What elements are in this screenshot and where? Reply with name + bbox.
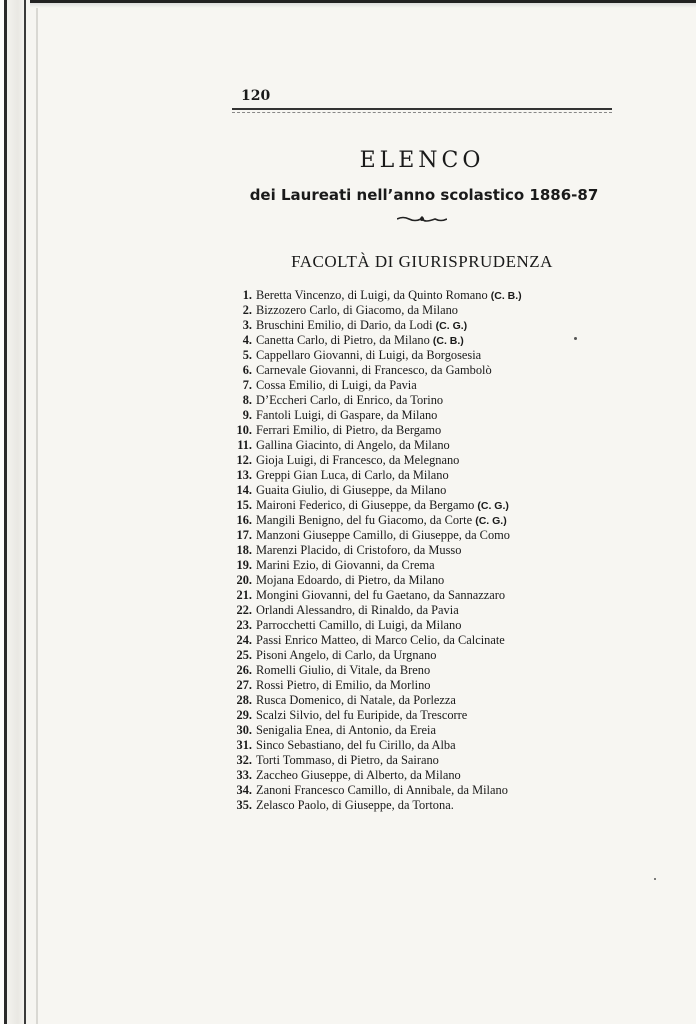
entry-number: 22. <box>236 603 252 617</box>
entry-text: Marini Ezio, di Giovanni, da Crema <box>256 558 435 572</box>
list-item <box>228 738 628 753</box>
entry-text: Gioja Luigi, di Francesco, da Melegnano <box>256 453 460 467</box>
entry-number: 35. <box>236 798 252 812</box>
entry-number: 1. <box>242 288 252 302</box>
list-item <box>228 423 628 438</box>
ornament-divider-icon <box>397 214 447 224</box>
entry-text: Pisoni Angelo, di Carlo, da Urgnano <box>256 648 437 662</box>
entry-number: 8. <box>242 393 252 407</box>
list-item <box>228 498 628 513</box>
entry-number: 16. <box>236 513 252 527</box>
entry-text: Cossa Emilio, di Luigi, da Pavia <box>256 378 417 392</box>
entry-number: 15. <box>236 498 252 512</box>
entry-text: Ferrari Emilio, di Pietro, da Bergamo <box>256 423 442 437</box>
list-item <box>228 483 628 498</box>
entry-text: Mojana Edoardo, di Pietro, da Milano <box>256 573 445 587</box>
entry-text: Zelasco Paolo, di Giuseppe, da Tortona. <box>256 798 454 812</box>
entry-number: 20. <box>236 573 252 587</box>
entry-number: 5. <box>242 348 252 362</box>
entry-text: Cappellaro Giovanni, di Luigi, da Borgosesia <box>256 348 482 362</box>
page-subtitle: dei Laureati nell’anno scolastico 1886-87 <box>249 186 599 204</box>
list-item <box>228 723 628 738</box>
entry-number: 29. <box>236 708 252 722</box>
list-item <box>228 393 628 408</box>
entry-number: 21. <box>236 588 252 602</box>
entry-text: Manzoni Giuseppe Camillo, di Giuseppe, da Como <box>256 528 510 542</box>
entry-text: D’Eccheri Carlo, di Enrico, da Torino <box>256 393 444 407</box>
list-item <box>228 783 628 798</box>
entry-text: Senigalia Enea, di Antonio, da Ereia <box>256 723 436 737</box>
list-item <box>228 678 628 693</box>
entry-number: 34. <box>236 783 252 797</box>
page-top-edge <box>30 0 696 8</box>
entry-text: Torti Tommaso, di Pietro, da Sairano <box>256 753 439 767</box>
list-item <box>228 768 628 783</box>
entry-text: Zanoni Francesco Camillo, di Annibale, da Milano <box>256 783 508 797</box>
faculty-heading: FACOLTÀ DI GIURISPRUDENZA <box>291 252 553 271</box>
entry-number: 33. <box>236 768 252 782</box>
entry-text: Bizzozero Carlo, di Giacomo, da Milano <box>256 303 458 317</box>
list-item <box>228 573 628 588</box>
entry-number: 26. <box>236 663 252 677</box>
list-item <box>228 618 628 633</box>
list-item <box>228 408 628 423</box>
list-item <box>228 513 628 528</box>
entry-text: Passi Enrico Matteo, di Marco Celio, da Calcinate <box>256 633 505 647</box>
list-item <box>228 588 628 603</box>
entry-text: Rossi Pietro, di Emilio, da Morlino <box>256 678 431 692</box>
entry-number: 19. <box>236 558 252 572</box>
list-item <box>228 663 628 678</box>
entry-number: 10. <box>236 423 252 437</box>
entry-text: Rusca Domenico, di Natale, da Porlezza <box>256 693 456 707</box>
graduates-list <box>228 288 628 813</box>
list-item <box>228 333 628 348</box>
header-rule-thin <box>232 112 612 113</box>
entry-number: 25. <box>236 648 252 662</box>
entry-number: 7. <box>242 378 252 392</box>
list-item <box>228 363 628 378</box>
entry-text: Gallina Giacinto, di Angelo, da Milano <box>256 438 450 452</box>
entry-note: (C. B.) <box>432 335 464 347</box>
entry-note: (C. G.) <box>435 320 468 332</box>
entry-text: Guaita Giulio, di Giuseppe, da Milano <box>256 483 447 497</box>
scan-speck <box>574 337 577 340</box>
list-item <box>228 303 628 318</box>
entry-text: Scalzi Silvio, del fu Euripide, da Trescorre <box>256 708 468 722</box>
entry-text: Sinco Sebastiano, del fu Cirillo, da Alba <box>256 738 456 752</box>
list-item <box>228 708 628 723</box>
list-item <box>228 348 628 363</box>
list-item <box>228 378 628 393</box>
list-item <box>228 468 628 483</box>
entry-note: (C. B.) <box>490 290 522 302</box>
entry-number: 30. <box>236 723 252 737</box>
entry-number: 6. <box>242 363 252 377</box>
entry-text: Greppi Gian Luca, di Carlo, da Milano <box>256 468 449 482</box>
entry-number: 2. <box>242 303 252 317</box>
entry-number: 18. <box>236 543 252 557</box>
entry-number: 23. <box>236 618 252 632</box>
list-item <box>228 753 628 768</box>
list-item <box>228 693 628 708</box>
entry-text: Marenzi Placido, di Cristoforo, da Musso <box>256 543 462 557</box>
entry-number: 24. <box>236 633 252 647</box>
entry-text: Canetta Carlo, di Pietro, da Milano <box>256 333 430 347</box>
list-item <box>228 648 628 663</box>
entry-number: 4. <box>242 333 252 347</box>
list-item <box>228 288 628 303</box>
header-rule <box>232 108 612 110</box>
entry-number: 28. <box>236 693 252 707</box>
entry-text: Orlandi Alessandro, di Rinaldo, da Pavia <box>256 603 459 617</box>
entry-number: 3. <box>242 318 252 332</box>
list-item <box>228 318 628 333</box>
entry-text: Mongini Giovanni, del fu Gaetano, da Sannazzaro <box>256 588 506 602</box>
entry-text: Maironi Federico, di Giuseppe, da Bergamo <box>256 498 475 512</box>
list-item <box>228 798 628 813</box>
list-item <box>228 558 628 573</box>
entry-text: Mangili Benigno, del fu Giacomo, da Corte <box>256 513 473 527</box>
book-binding-edge <box>0 0 40 1024</box>
entry-text: Romelli Giulio, di Vitale, da Breno <box>256 663 431 677</box>
list-item <box>228 438 628 453</box>
entry-number: 32. <box>236 753 252 767</box>
entry-text: Fantoli Luigi, di Gaspare, da Milano <box>256 408 438 422</box>
entry-text: Zaccheo Giuseppe, di Alberto, da Milano <box>256 768 461 782</box>
list-item <box>228 528 628 543</box>
entry-text: Parrocchetti Camillo, di Luigi, da Milano <box>256 618 462 632</box>
entry-text: Carnevale Giovanni, di Francesco, da Gambolò <box>256 363 492 377</box>
entry-number: 12. <box>236 453 252 467</box>
entry-number: 14. <box>236 483 252 497</box>
entry-text: Bruschini Emilio, di Dario, da Lodi <box>256 318 433 332</box>
entry-note: (C. G.) <box>475 515 507 527</box>
entry-note: (C. G.) <box>477 500 509 512</box>
entry-number: 11. <box>237 438 252 452</box>
page-number: 120 <box>241 88 271 104</box>
entry-number: 9. <box>242 408 252 422</box>
entry-text: Beretta Vincenzo, di Luigi, da Quinto Romano <box>256 288 488 302</box>
list-item <box>228 633 628 648</box>
entry-number: 31. <box>236 738 252 752</box>
list-item <box>228 453 628 468</box>
scan-speck <box>654 878 656 880</box>
page-title: ELENCO <box>359 148 485 173</box>
entry-number: 17. <box>236 528 252 542</box>
entry-number: 27. <box>236 678 252 692</box>
entry-number: 13. <box>236 468 252 482</box>
list-item <box>228 603 628 618</box>
list-item <box>228 543 628 558</box>
